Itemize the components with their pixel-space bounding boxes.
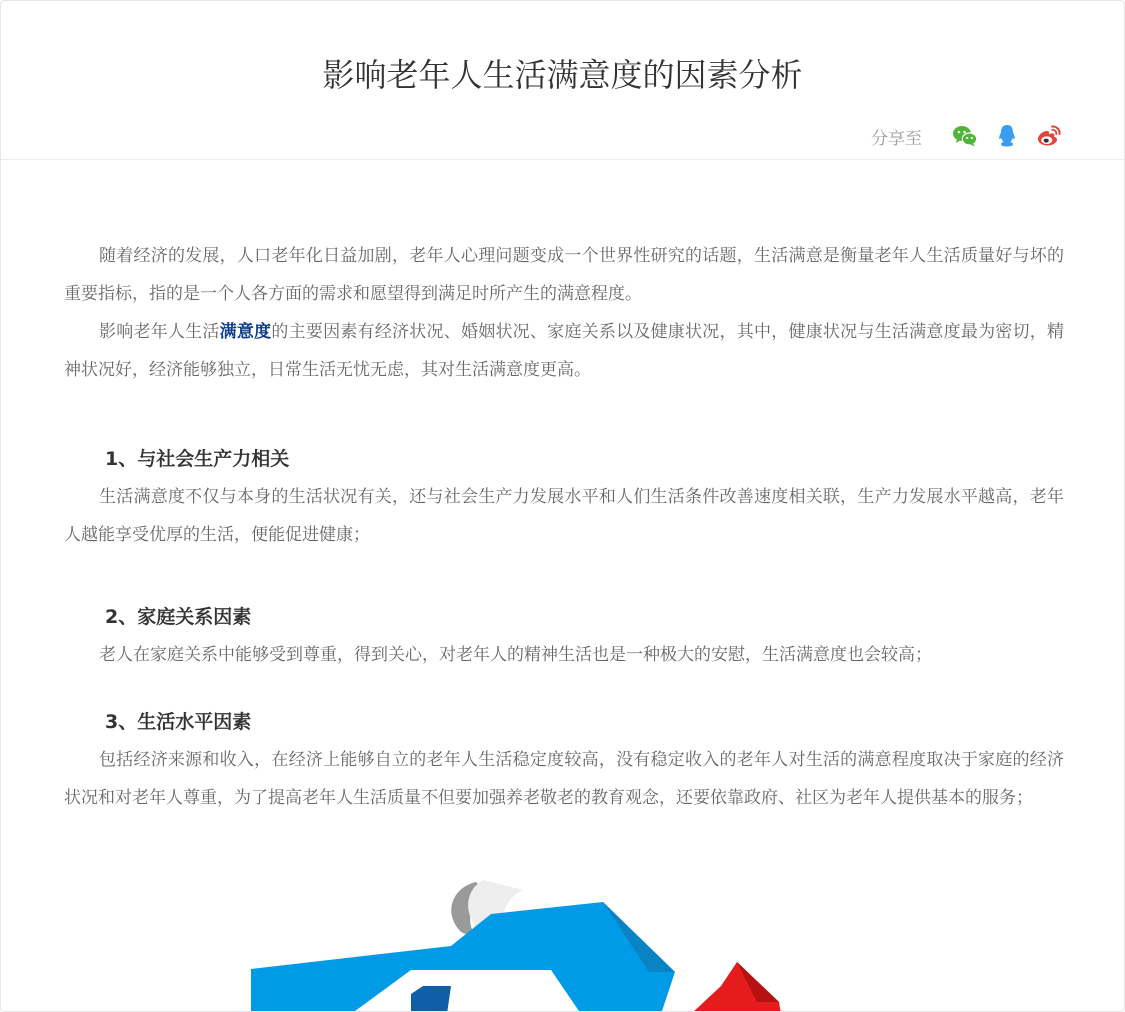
intro-paragraph-1: 随着经济的发展，人口老年化日益加剧，老年人心理问题变成一个世界性研究的话题，生活满意是衡量老年人生活质量好与坏的重要指标，指的是一个人各方面的需求和愿望得到满足时所产生的满意程度。 <box>64 246 1064 304</box>
keyword-link-satisfaction[interactable]: 满意度 <box>219 322 272 342</box>
intro-paragraph-2 <box>64 313 1064 389</box>
article-header <box>1 1 1124 160</box>
weibo-icon[interactable] <box>1036 123 1062 149</box>
article-illustration <box>251 874 811 1012</box>
article-body <box>64 237 1064 817</box>
section-body-2: 老人在家庭关系中能够受到尊重，得到关心，对老年人的精神生活也是一种极大的安慰，生活满意度也会较高； <box>99 645 932 665</box>
wechat-icon[interactable] <box>952 123 978 149</box>
intro-2-text-after: 的主要因素有经济状况、婚姻状况、家庭关系以及健康状况，其中，健康状况与生活满意度最为密切，精神状况好，经济能够独立，日常生活无忧无虑，其对生活满意度更高。 <box>64 322 1065 380</box>
page-title: 影响老年人生活满意度的因素分析 <box>322 56 803 94</box>
share-label: 分享至 <box>871 128 922 149</box>
share-bar <box>871 122 1062 150</box>
section-heading-2: 2、家庭关系因素 <box>105 606 252 628</box>
arrows-illustration-icon <box>251 874 811 1012</box>
section-heading-1: 1、与社会生产力相关 <box>105 448 290 470</box>
section-heading-3: 3、生活水平因素 <box>105 711 252 733</box>
qq-icon[interactable] <box>994 123 1020 149</box>
section-body-3: 包括经济来源和收入，在经济上能够自立的老年人生活稳定度较高，没有稳定收入的老年人对生活的满意程度取决于家庭的经济状况和对老年人尊重，为了提高老年人生活质量不但要加强养老敬老的教育观念，还要依靠政府、社区为老年人提供基本的服务； <box>64 750 1064 808</box>
section-body-1: 生活满意度不仅与本身的生活状况有关，还与社会生产力发展水平和人们生活条件改善速度相关联，生产力发展水平越高，老年人越能享受优厚的生活，便能促进健康； <box>64 487 1064 545</box>
intro-2-text-before: 影响老年人生活 <box>99 322 220 342</box>
